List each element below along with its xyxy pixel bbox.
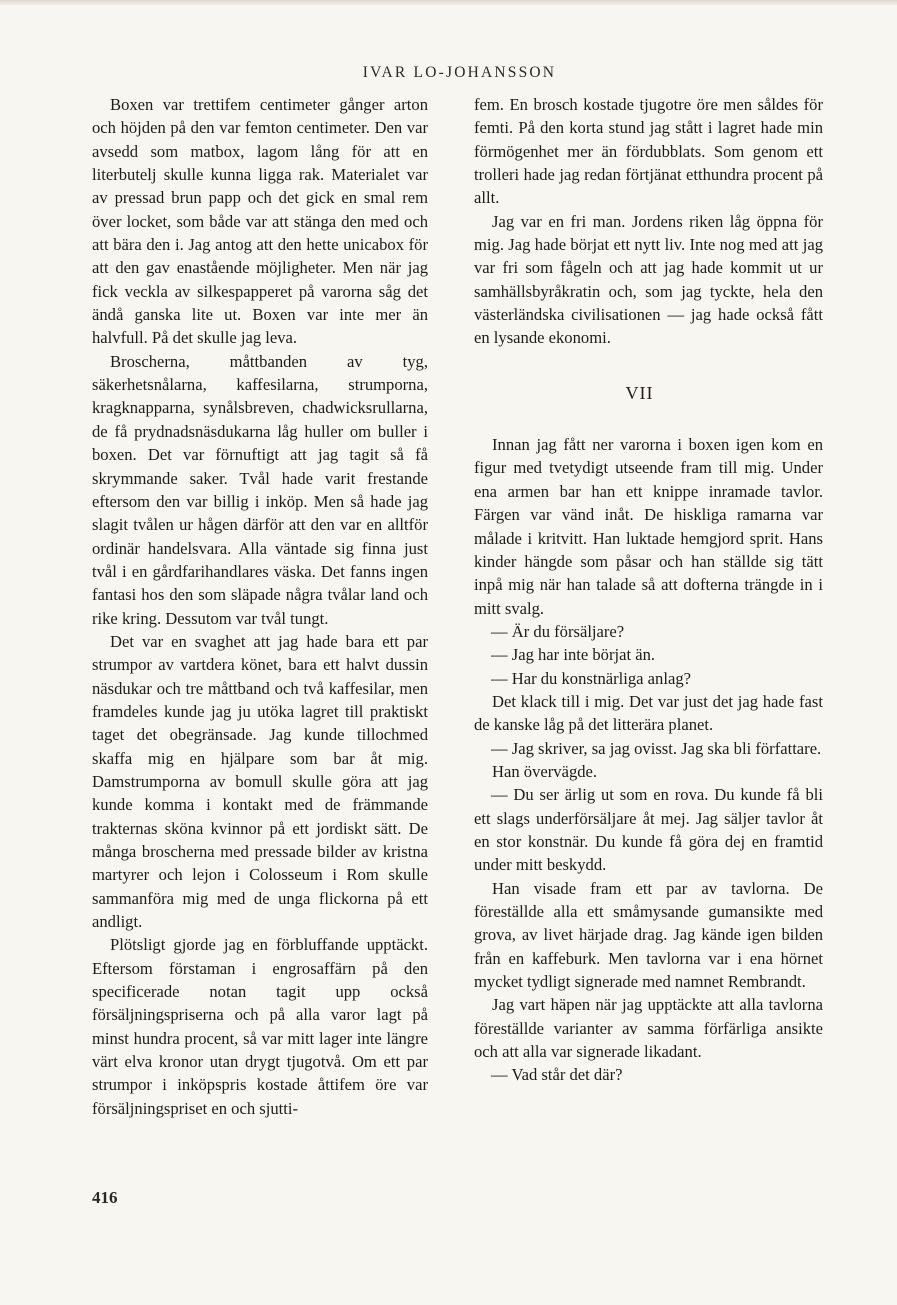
paragraph: Han övervägde. <box>492 761 598 781</box>
paragraph: Jag vart häpen när jag upptäckte att alla tavlorna föreställde varianter av samma förfärliga ansikte och att alla var signerade likadant. <box>474 995 823 1062</box>
paragraph: Det klack till i mig. Det var just det jag hade fast de kanske låg på det litterära planet. <box>474 691 823 735</box>
dialogue-line: — Är du försäljare? <box>491 621 625 641</box>
paragraph: Han visade fram ett par av tavlorna. De föreställde alla ett småmysande gumansikte med grova, av livet härjade drag. Jag kände igen bilden från en kaffeburk. Men tavlorna var i ena hörnet mycket tydligt signerade med namnet Rembrandt. <box>474 878 823 992</box>
paragraph: Innan jag fått ner varorna i boxen igen kom en figur med tvetydigt utseende fram till mig. Under ena armen bar han ett knippe inramade tavlor. Färgen var vänd inåt. De hiskliga ramarna var målade i kritvitt. Han luktade hemgjord sprit. Hans kinder hängde som påsar och han ställde sig tätt inpå mig när han talade så att dofterna trängde in i mitt svalg. <box>474 435 823 618</box>
dialogue-line: — Du ser ärlig ut som en rova. Du kunde få bli ett slags underförsäljare åt mej. Jag säljer tavlor åt en stor konstnär. Du kunde få göra dej en framtid under mitt beskydd. <box>474 785 823 875</box>
page-top-edge <box>0 0 897 6</box>
paragraph: Boxen var trettifem centimeter gånger arton och höjden på den var femton centimeter. Den var avsedd som matbox, lagom lång för att en literbutelj skulle kunna ligga rak. Materialet var av pressad brun papp och det gick en smal rem över locket, som både var att stänga den med och att bära den i. Jag antog att den hette unicabox för att den gav enastående möjligheter. Men när jag fick veckla av silkespapperet på varorna såg det ändå ganska lite ut. Boxen var inte mer än halvfull. På det skulle jag leva. <box>92 95 428 348</box>
dialogue-line: — Jag skriver, sa jag ovisst. Jag ska bli författare. <box>491 738 822 758</box>
dialogue-line: — Vad står det där? <box>491 1065 623 1085</box>
paragraph: Jag var en fri man. Jordens riken låg öppna för mig. Jag hade börjat ett nytt liv. Inte nog med att jag var fri som fågeln och att jag hade kommit ut ur samhällsbyråkratin och, som jag tyckte, hela den västerländska civilisationen — jag hade också fått en lysande ekonomi. <box>474 211 823 348</box>
dialogue-line: — Jag har inte börjat än. <box>491 645 656 665</box>
paragraph: Broscherna, måttbanden av tyg, säkerhetsnålarna, kaffesilarna, strumporna, kragknapparna, synålsbreven, chadwicksrullarna, de få prydnadsnäsdukarna låg huller om buller i boxen. Det var förnuftigt att jag tagit så få skrymmande saker. Tvål hade varit frestande eftersom den var billig i inköp. Men så hade jag slagit tvålen ur hågen därför att den var en alltför ordinär handelsvara. Alla väntade sig finna just tvål i en gårdfarihandlares väska. Det fanns ingen fantasi hos den som släpade några tvålar land och rike kring. Dessutom var tvål tungt. <box>92 351 428 628</box>
page-number: 416 <box>92 1188 118 1207</box>
right-column <box>474 93 823 1087</box>
dialogue-line: — Har du konstnärliga anlag? <box>491 668 691 688</box>
paragraph: Det var en svaghet att jag hade bara ett par strumpor av vartdera könet, bara ett halvt dussin näsdukar och tre måttband och två kaffesilar, men framdeles kunde jag ju utöka lagret till praktiskt taget det obegränsade. Jag kunde tillochmed skaffa mig en hjälpare som bar åt mig. Damstrumporna av bomull skulle göra att jag kunde komma i kontakt med de främmande trakternas sköna kvinnor på ett jordiskt sätt. De många broscherna med pressade bilder av kristna martyrer och lejon i Colosseum i Rom skulle sammanföra mig med de unga flickorna på ett andligt. <box>92 631 428 932</box>
paragraph: fem. En brosch kostade tjugotre öre men såldes för femti. På den korta stund jag stått i lagret hade min förmögenhet mer än fördubblats. Som genom ett trolleri hade jag redan förtjänat etthundra procent på allt. <box>474 95 823 208</box>
paragraph: Plötsligt gjorde jag en förbluffande upptäckt. Eftersom förstaman i engrosaffärn på den specificerade notan tagit upp också försäljningspriserna och på alla varor lagt på minst hundra procent, så var mitt lager inte längre värt elva kronor utan drygt tjugotvå. Om ett par strumpor i inköpspris kostade åttifem öre var försäljningspriset en och sjutti- <box>92 935 428 1118</box>
chapter-heading: VII <box>625 382 654 403</box>
left-column <box>92 93 428 1120</box>
running-head: IVAR LO-JOHANSSON <box>362 64 557 81</box>
